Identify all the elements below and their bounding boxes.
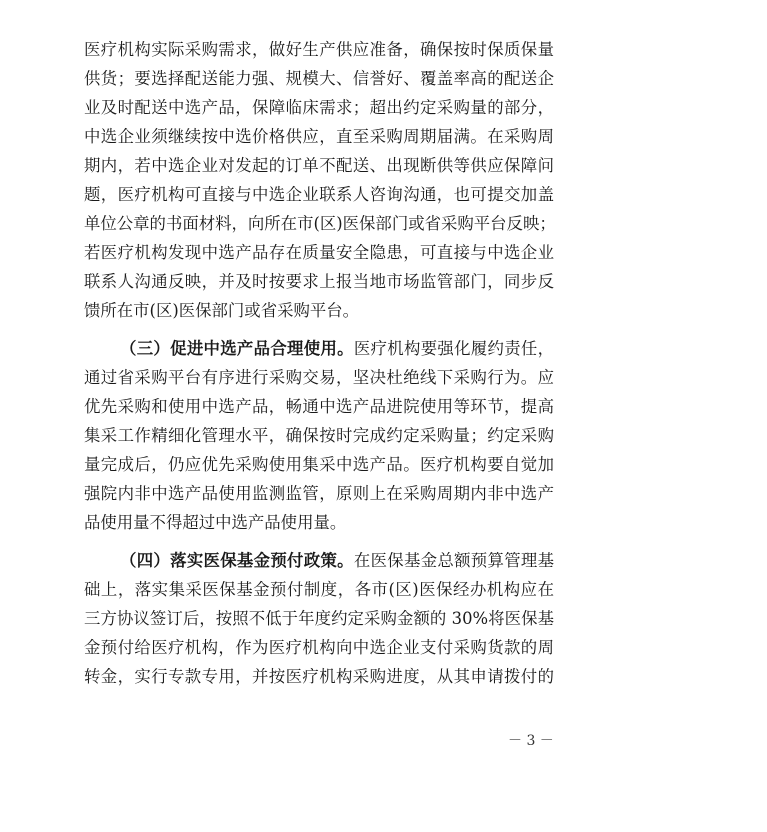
section-3-heading: （三）促进中选产品合理使用。: [120, 339, 354, 358]
text-line: 通过省采购平台有序进行采购交易，坚决杜绝线下采购行为。应: [84, 368, 554, 387]
page-number: － 3 －: [508, 733, 554, 749]
text-line: 量完成后，仍应优先采购使用集采中选产品。医疗机构要自觉加: [84, 455, 554, 474]
text-line: 若医疗机构发现中选产品存在质量安全隐患，可直接与中选企业: [84, 243, 554, 262]
text-line: 题，医疗机构可直接与中选企业联系人咨询沟通，也可提交加盖: [84, 185, 554, 204]
text-line: 三方协议签订后，按照不低于年度约定采购金额的 30%将医保基: [84, 609, 554, 628]
text-line: 中选企业须继续按中选价格供应，直至采购周期届满。在采购周: [84, 127, 554, 146]
text-line: 供货；要选择配送能力强、规模大、信誉好、覆盖率高的配送企: [84, 69, 554, 88]
text-line: 联系人沟通反映，并及时按要求上报当地市场监管部门，同步反: [84, 272, 554, 291]
text-line: 优先采购和使用中选产品，畅通中选产品进院使用等环节，提高: [84, 397, 554, 416]
text-line: 医疗机构实际采购需求，做好生产供应准备，确保按时保质保量: [84, 40, 554, 59]
text-line: 金预付给医疗机构，作为医疗机构向中选企业支付采购货款的周: [84, 638, 554, 657]
text-line: 转金，实行专款专用，并按医疗机构采购进度，从其申请拨付的: [84, 667, 554, 686]
text-line: 馈所在市(区)医保部门或省采购平台。: [84, 301, 360, 320]
section-4-heading: （四）落实医保基金预付政策。: [120, 551, 354, 570]
text-line: 础上，落实集采医保基金预付制度，各市(区)医保经办机构应在: [84, 580, 554, 599]
text-line: 单位公章的书面材料，向所在市(区)医保部门或省采购平台反映；: [84, 214, 556, 233]
text-line: 强院内非中选产品使用监测监管，原则上在采购周期内非中选产: [84, 484, 554, 503]
text-line: 期内，若中选企业对发起的订单不配送、出现断供等供应保障问: [84, 156, 554, 175]
text-line: 品使用量不得超过中选产品使用量。: [84, 513, 347, 532]
section-3-first-line: [120, 339, 554, 359]
text-line: 集采工作精细化管理水平，确保按时完成约定采购量；约定采购: [84, 426, 554, 445]
section-4-first-line: [120, 551, 554, 571]
text-line: 业及时配送中选产品，保障临床需求；超出约定采购量的部分，: [84, 98, 554, 117]
section-3-first-line-text: 医疗机构要强化履约责任，: [353, 339, 555, 358]
section-4-first-line-text: 在医保基金总额预算管理基: [353, 551, 555, 570]
